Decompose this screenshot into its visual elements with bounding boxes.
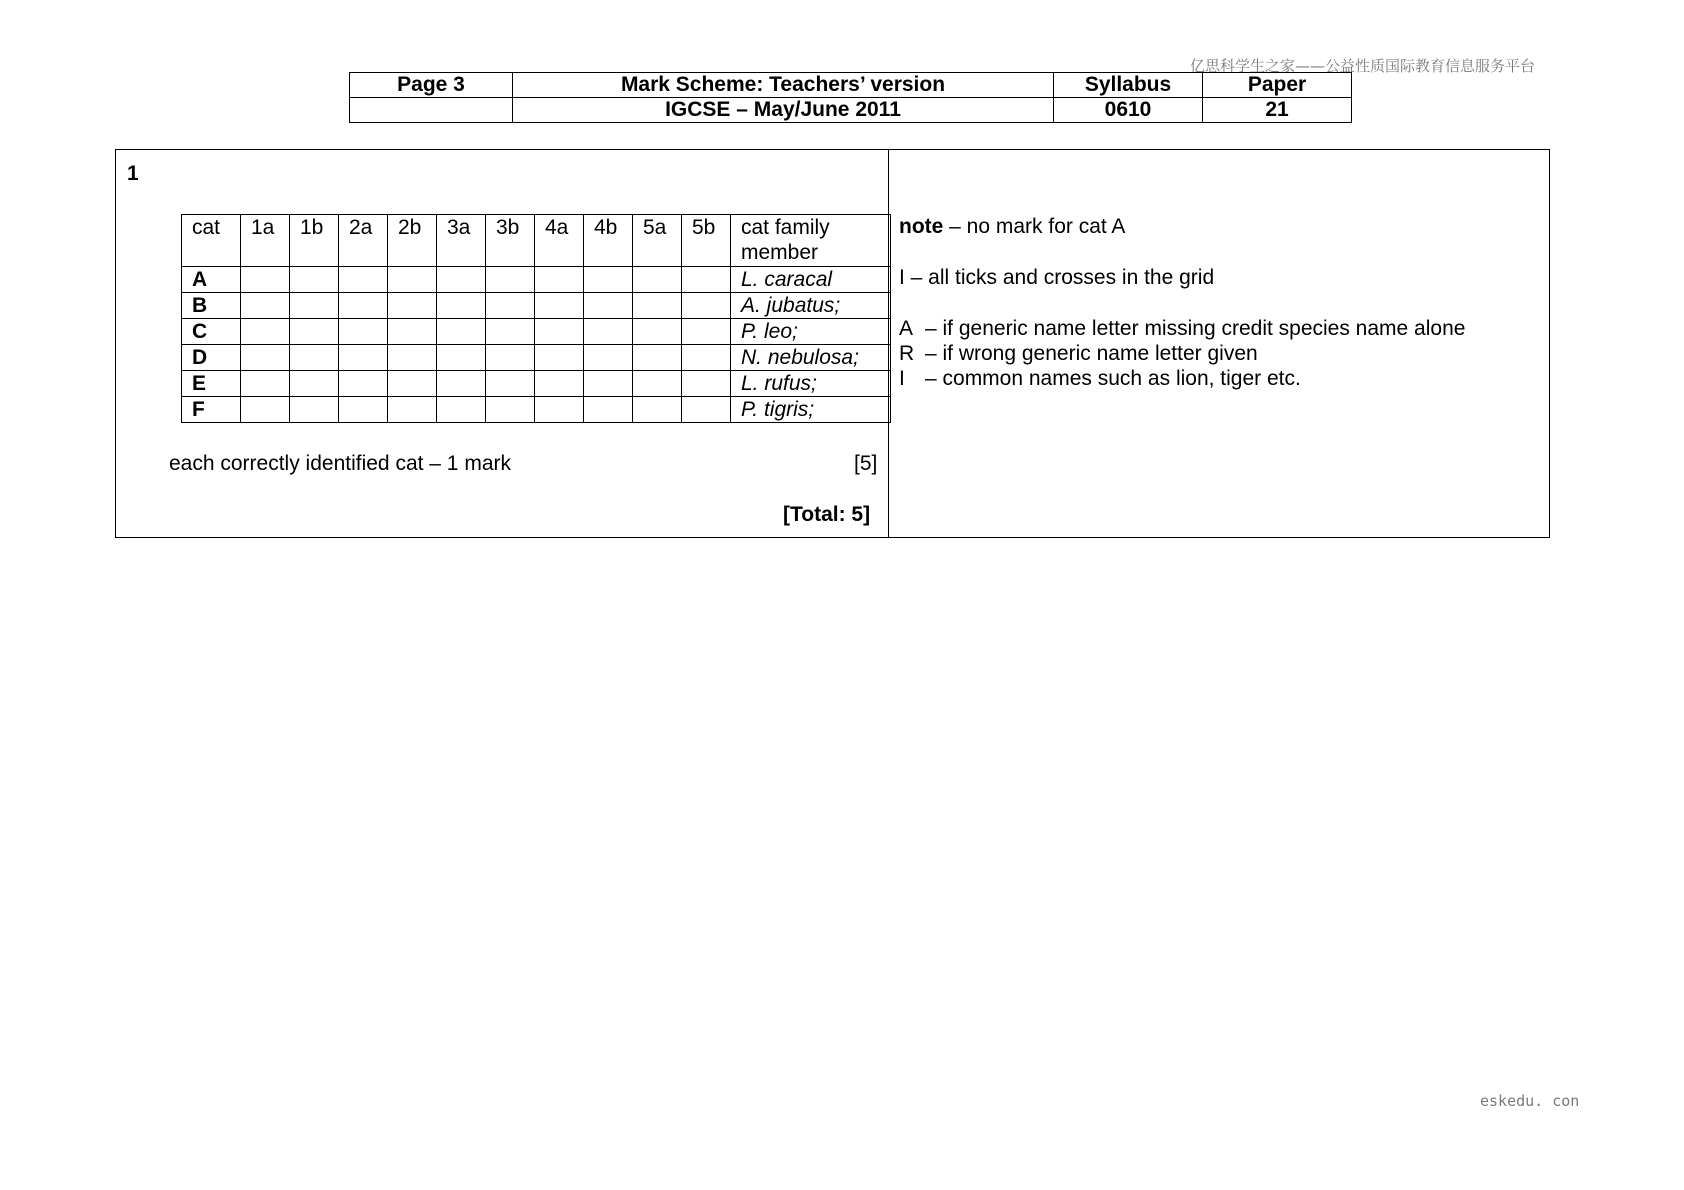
mark-allocation-value: [5]: [854, 452, 878, 475]
table-row: [182, 371, 891, 397]
paper-label: Paper: [1203, 73, 1352, 98]
document-subtitle: IGCSE – May/June 2011: [513, 98, 1054, 123]
cat-letter: A: [182, 267, 241, 293]
syllabus-label: Syllabus: [1054, 73, 1203, 98]
header-empty-cell: [350, 98, 513, 123]
header-cell: 1a: [241, 215, 290, 267]
header-cell: 5a: [633, 215, 682, 267]
guidance-text: – common names such as lion, tiger etc.: [925, 367, 1301, 390]
guidance-item: [899, 316, 1465, 341]
cat-letter: C: [182, 319, 241, 345]
guidance-code: A: [899, 317, 914, 340]
guidance-item: [899, 341, 1465, 366]
header-cell: cat: [182, 215, 241, 267]
table-header-row: [182, 215, 891, 267]
cat-letter: B: [182, 293, 241, 319]
cat-letter: D: [182, 345, 241, 371]
document-title: Mark Scheme: Teachers’ version: [513, 73, 1054, 98]
note-line: [899, 214, 1465, 239]
cat-family: L. caracal: [731, 267, 891, 293]
identification-table: [181, 214, 891, 423]
guidance-text: – if generic name letter missing credit species name alone: [925, 317, 1466, 340]
header-cell: 1b: [290, 215, 339, 267]
header-cell: 4b: [584, 215, 633, 267]
guidance-text: – if wrong generic name letter given: [925, 342, 1258, 365]
cat-family: P. leo;: [731, 319, 891, 345]
table-row: [182, 267, 891, 293]
cat-letter: E: [182, 371, 241, 397]
ignore-grid-line: I – all ticks and crosses in the grid: [899, 266, 1215, 289]
table-row: [182, 293, 891, 319]
header-cell: 3b: [486, 215, 535, 267]
header-cell: 2a: [339, 215, 388, 267]
cat-letter: F: [182, 397, 241, 423]
question-box: [115, 149, 1550, 538]
mark-allocation-text: each correctly identified cat – 1 mark: [169, 452, 511, 475]
header-cell: 4a: [535, 215, 584, 267]
header-cell: 2b: [388, 215, 437, 267]
guidance-item: [899, 366, 1465, 391]
watermark-top: 亿思科学生之家——公益性质国际教育信息服务平台: [1190, 57, 1536, 75]
cat-family: P. tigris;: [731, 397, 891, 423]
watermark-bottom: eskedu. con: [1480, 1092, 1580, 1110]
guidance-code: I: [899, 367, 905, 390]
question-total: [Total: 5]: [783, 503, 871, 526]
table-row: [182, 319, 891, 345]
cat-family: A. jubatus;: [731, 293, 891, 319]
question-number: 1: [127, 162, 139, 185]
cat-family: N. nebulosa;: [731, 345, 891, 371]
syllabus-value: 0610: [1054, 98, 1203, 123]
guidance-code: R: [899, 342, 915, 365]
header-cell: 3a: [437, 215, 486, 267]
table-row: [182, 345, 891, 371]
page-label: Page 3: [350, 73, 513, 98]
note-text: – no mark for cat A: [943, 215, 1126, 238]
cat-family: L. rufus;: [731, 371, 891, 397]
header-cell: 5b: [682, 215, 731, 267]
header-cell: cat family member: [731, 215, 891, 267]
document-header: [349, 72, 1352, 123]
paper-value: 21: [1203, 98, 1352, 123]
guidance-notes: [899, 214, 1465, 391]
table-row: [182, 397, 891, 423]
note-label: note: [899, 215, 944, 238]
